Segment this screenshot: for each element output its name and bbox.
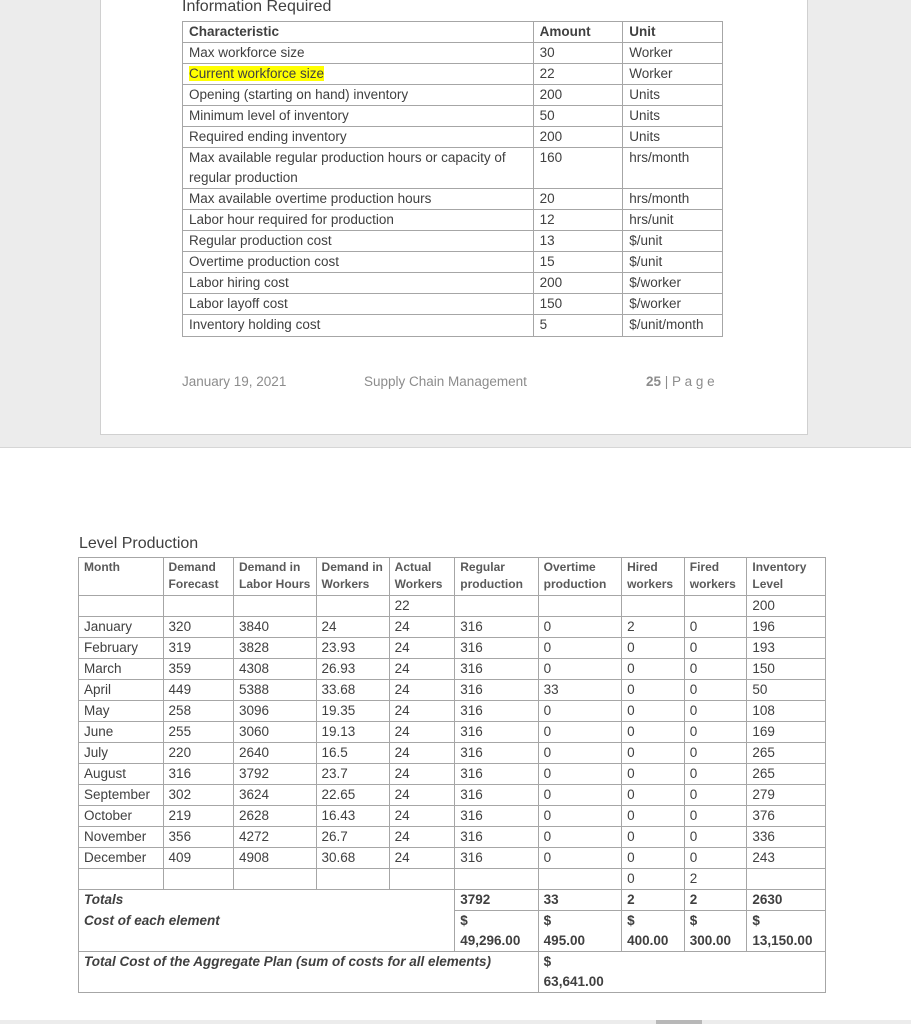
lvl-header-row	[79, 558, 826, 596]
row-unit: $/unit/month	[623, 315, 723, 337]
cost-row	[79, 911, 826, 952]
cell-demand-workers: 16.43	[316, 806, 389, 827]
level-production-heading: Level Production	[79, 535, 199, 552]
cell-actual-workers: 24	[389, 806, 455, 827]
cell-demand-forecast: 449	[163, 680, 233, 701]
table-row	[183, 189, 723, 210]
cell-hired-workers: 0	[622, 827, 685, 848]
cell-regular-production: 316	[455, 806, 538, 827]
totals-regular: 3792	[455, 890, 538, 911]
cell-demand-workers: 24	[316, 617, 389, 638]
row-characteristic: Max workforce size	[183, 43, 534, 64]
cell-inventory-level: 279	[747, 785, 826, 806]
table-row	[183, 85, 723, 106]
cell-month: September	[79, 785, 164, 806]
header-demand-forecast: Demand Forecast	[163, 558, 233, 596]
cell-actual-workers: 24	[389, 827, 455, 848]
cell-fired-workers: 0	[684, 638, 747, 659]
totals-fired: 2	[684, 890, 747, 911]
cell-demand-workers: 23.93	[316, 638, 389, 659]
cell-inventory-level: 336	[747, 827, 826, 848]
row-characteristic: Overtime production cost	[183, 252, 534, 273]
cell-inventory-level: 108	[747, 701, 826, 722]
total-cost-row	[79, 952, 826, 993]
cell-inventory-level: 50	[747, 680, 826, 701]
row-amount: 15	[533, 252, 623, 273]
scroll-indicator[interactable]	[656, 1020, 702, 1024]
cell-actual-workers: 24	[389, 722, 455, 743]
footer-date: January 19, 2021	[182, 374, 287, 389]
cell-fired-workers: 0	[684, 827, 747, 848]
row-characteristic	[183, 64, 534, 85]
cell-actual-workers: 24	[389, 638, 455, 659]
cell-hired-workers: 0	[622, 638, 685, 659]
cost-fired: $ 300.00	[684, 911, 747, 952]
cell-demand-forecast: 220	[163, 743, 233, 764]
cell-demand-forecast: 255	[163, 722, 233, 743]
table-row	[79, 785, 826, 806]
cell-inventory-level: 265	[747, 743, 826, 764]
cell-inventory-level: 150	[747, 659, 826, 680]
cell-demand-labor-hours: 5388	[233, 680, 316, 701]
cell-hired-workers: 0	[622, 764, 685, 785]
row-amount: 20	[533, 189, 623, 210]
cell-overtime-production: 0	[538, 638, 621, 659]
cell-demand-labor-hours: 3624	[233, 785, 316, 806]
footer-page-number	[646, 374, 715, 389]
cell-demand-forecast: 316	[163, 764, 233, 785]
cost-label: Cost of each element	[79, 911, 455, 952]
info-heading: Information Required	[182, 0, 332, 15]
row-unit: Worker	[623, 64, 723, 85]
header-demand-workers: Demand in Workers	[316, 558, 389, 596]
table-row	[79, 659, 826, 680]
table-row	[183, 106, 723, 127]
end-hired: 0	[622, 869, 685, 890]
cell-fired-workers: 0	[684, 617, 747, 638]
cell-inventory-level: 169	[747, 722, 826, 743]
row-unit: $/worker	[623, 294, 723, 315]
cell-fired-workers: 0	[684, 680, 747, 701]
table-row	[183, 231, 723, 252]
header-fired-workers: Fired workers	[684, 558, 747, 596]
table-row	[79, 722, 826, 743]
header-inventory-level: Inventory Level	[747, 558, 826, 596]
cell-actual-workers: 24	[389, 743, 455, 764]
cell-actual-workers: 24	[389, 617, 455, 638]
cell-regular-production: 316	[455, 617, 538, 638]
cost-regular: $ 49,296.00	[455, 911, 538, 952]
cell-overtime-production: 0	[538, 806, 621, 827]
cell-hired-workers: 0	[622, 743, 685, 764]
totals-overtime: 33	[538, 890, 621, 911]
row-characteristic: Max available regular production hours or capacity of regular production	[183, 148, 534, 189]
cell-regular-production: 316	[455, 680, 538, 701]
cell-overtime-production: 0	[538, 722, 621, 743]
cell-month: April	[79, 680, 164, 701]
cell-actual-workers: 24	[389, 785, 455, 806]
cell-demand-workers: 26.7	[316, 827, 389, 848]
level-production-table	[78, 557, 826, 993]
cell-regular-production: 316	[455, 848, 538, 869]
initial-inventory: 200	[747, 596, 826, 617]
cell-regular-production: 316	[455, 659, 538, 680]
row-amount: 50	[533, 106, 623, 127]
cell-regular-production: 316	[455, 701, 538, 722]
table-row	[79, 764, 826, 785]
cell-fired-workers: 0	[684, 764, 747, 785]
cell-actual-workers: 24	[389, 680, 455, 701]
cell-fired-workers: 0	[684, 785, 747, 806]
row-amount: 13	[533, 231, 623, 252]
cell-inventory-level: 265	[747, 764, 826, 785]
cell-demand-labor-hours: 2640	[233, 743, 316, 764]
cell-inventory-level: 376	[747, 806, 826, 827]
table-row	[79, 827, 826, 848]
cell-hired-workers: 0	[622, 722, 685, 743]
cell-demand-labor-hours: 3828	[233, 638, 316, 659]
row-unit: Units	[623, 106, 723, 127]
table-row	[183, 210, 723, 231]
cell-regular-production: 316	[455, 827, 538, 848]
table-row	[79, 638, 826, 659]
row-characteristic: Required ending inventory	[183, 127, 534, 148]
cell-month: August	[79, 764, 164, 785]
row-characteristic: Labor hiring cost	[183, 273, 534, 294]
cell-month: July	[79, 743, 164, 764]
cell-demand-workers: 16.5	[316, 743, 389, 764]
cost-overtime: $ 495.00	[538, 911, 621, 952]
row-characteristic: Minimum level of inventory	[183, 106, 534, 127]
cell-demand-forecast: 319	[163, 638, 233, 659]
table-row	[183, 315, 723, 337]
table-row	[183, 148, 723, 189]
header-actual-workers: Actual Workers	[389, 558, 455, 596]
cell-overtime-production: 0	[538, 848, 621, 869]
cell-inventory-level: 196	[747, 617, 826, 638]
cell-fired-workers: 0	[684, 722, 747, 743]
row-unit: $/unit	[623, 252, 723, 273]
cell-demand-forecast: 409	[163, 848, 233, 869]
cell-month: October	[79, 806, 164, 827]
cell-fired-workers: 0	[684, 806, 747, 827]
cell-overtime-production: 0	[538, 659, 621, 680]
cell-overtime-production: 0	[538, 785, 621, 806]
cell-hired-workers: 0	[622, 680, 685, 701]
cell-demand-forecast: 258	[163, 701, 233, 722]
table-row	[79, 848, 826, 869]
table-row	[79, 680, 826, 701]
table-row	[183, 127, 723, 148]
header-regular-production: Regular production	[455, 558, 538, 596]
cell-actual-workers: 24	[389, 848, 455, 869]
cell-hired-workers: 0	[622, 659, 685, 680]
header-overtime-production: Overtime production	[538, 558, 621, 596]
row-amount: 200	[533, 85, 623, 106]
row-amount: 12	[533, 210, 623, 231]
page-separator	[0, 1020, 911, 1024]
cell-demand-forecast: 356	[163, 827, 233, 848]
page-number: 25	[646, 374, 662, 389]
cell-regular-production: 316	[455, 743, 538, 764]
cell-demand-labor-hours: 3096	[233, 701, 316, 722]
row-unit: $/unit	[623, 231, 723, 252]
page-label: | P a g e	[664, 374, 715, 389]
cell-month: March	[79, 659, 164, 680]
cell-overtime-production: 0	[538, 743, 621, 764]
highlighted-text: Current workforce size	[189, 66, 325, 81]
cell-overtime-production: 0	[538, 827, 621, 848]
cost-hired: $ 400.00	[622, 911, 685, 952]
header-unit: Unit	[623, 22, 723, 43]
cell-demand-labor-hours: 4308	[233, 659, 316, 680]
end-row	[79, 869, 826, 890]
cell-month: December	[79, 848, 164, 869]
cell-fired-workers: 0	[684, 659, 747, 680]
row-amount: 22	[533, 64, 623, 85]
footer-title: Supply Chain Management	[364, 374, 527, 389]
row-characteristic: Opening (starting on hand) inventory	[183, 85, 534, 106]
row-characteristic: Max available overtime production hours	[183, 189, 534, 210]
row-amount: 5	[533, 315, 623, 337]
cell-regular-production: 316	[455, 722, 538, 743]
cell-demand-forecast: 320	[163, 617, 233, 638]
cell-inventory-level: 193	[747, 638, 826, 659]
cell-demand-workers: 30.68	[316, 848, 389, 869]
cell-demand-labor-hours: 3840	[233, 617, 316, 638]
end-fired: 2	[684, 869, 747, 890]
cell-demand-forecast: 302	[163, 785, 233, 806]
row-unit: hrs/month	[623, 148, 723, 189]
cell-actual-workers: 24	[389, 701, 455, 722]
cell-month: January	[79, 617, 164, 638]
cell-demand-labor-hours: 3792	[233, 764, 316, 785]
initial-row	[79, 596, 826, 617]
header-demand-labor-hours: Demand in Labor Hours	[233, 558, 316, 596]
table-row	[79, 617, 826, 638]
cell-month: May	[79, 701, 164, 722]
cell-overtime-production: 0	[538, 701, 621, 722]
row-characteristic: Labor hour required for production	[183, 210, 534, 231]
cell-regular-production: 316	[455, 638, 538, 659]
cell-demand-workers: 26.93	[316, 659, 389, 680]
cell-demand-labor-hours: 3060	[233, 722, 316, 743]
month-rows	[79, 617, 826, 869]
initial-actual-workers: 22	[389, 596, 455, 617]
cell-demand-workers: 19.35	[316, 701, 389, 722]
total-cost-value: $ 63,641.00	[538, 952, 825, 993]
info-table	[182, 21, 723, 337]
table-row	[183, 64, 723, 85]
cost-inventory: $ 13,150.00	[747, 911, 826, 952]
cell-demand-workers: 19.13	[316, 722, 389, 743]
row-amount: 30	[533, 43, 623, 64]
cell-overtime-production: 0	[538, 617, 621, 638]
cell-month: June	[79, 722, 164, 743]
cell-month: November	[79, 827, 164, 848]
cell-overtime-production: 0	[538, 764, 621, 785]
row-unit: $/worker	[623, 273, 723, 294]
cell-demand-labor-hours: 2628	[233, 806, 316, 827]
cell-actual-workers: 24	[389, 659, 455, 680]
row-characteristic: Labor layoff cost	[183, 294, 534, 315]
row-amount: 200	[533, 127, 623, 148]
info-header-row	[183, 22, 723, 43]
total-cost-label: Total Cost of the Aggregate Plan (sum of costs for all elements)	[79, 952, 539, 993]
cell-demand-workers: 22.65	[316, 785, 389, 806]
cell-overtime-production: 33	[538, 680, 621, 701]
row-unit: hrs/unit	[623, 210, 723, 231]
row-characteristic: Regular production cost	[183, 231, 534, 252]
table-row	[183, 273, 723, 294]
table-row	[183, 294, 723, 315]
row-amount: 150	[533, 294, 623, 315]
header-amount: Amount	[533, 22, 623, 43]
row-unit: Units	[623, 127, 723, 148]
totals-hired: 2	[622, 890, 685, 911]
cell-hired-workers: 2	[622, 617, 685, 638]
row-unit: Units	[623, 85, 723, 106]
row-unit: Worker	[623, 43, 723, 64]
cell-hired-workers: 0	[622, 785, 685, 806]
totals-label: Totals	[79, 890, 455, 911]
table-row	[183, 252, 723, 273]
cell-regular-production: 316	[455, 785, 538, 806]
row-unit: hrs/month	[623, 189, 723, 210]
cell-demand-workers: 33.68	[316, 680, 389, 701]
cell-demand-forecast: 359	[163, 659, 233, 680]
header-month: Month	[79, 558, 164, 596]
table-row	[183, 43, 723, 64]
cell-actual-workers: 24	[389, 764, 455, 785]
row-amount: 160	[533, 148, 623, 189]
row-amount: 200	[533, 273, 623, 294]
table-row	[79, 743, 826, 764]
cell-demand-labor-hours: 4908	[233, 848, 316, 869]
totals-inventory: 2630	[747, 890, 826, 911]
cell-fired-workers: 0	[684, 743, 747, 764]
cell-hired-workers: 0	[622, 848, 685, 869]
totals-row	[79, 890, 826, 911]
table-row	[79, 701, 826, 722]
header-hired-workers: Hired workers	[622, 558, 685, 596]
cell-hired-workers: 0	[622, 806, 685, 827]
cell-inventory-level: 243	[747, 848, 826, 869]
cell-regular-production: 316	[455, 764, 538, 785]
cell-demand-forecast: 219	[163, 806, 233, 827]
cell-demand-labor-hours: 4272	[233, 827, 316, 848]
cell-month: February	[79, 638, 164, 659]
cell-demand-workers: 23.7	[316, 764, 389, 785]
cell-fired-workers: 0	[684, 848, 747, 869]
cell-fired-workers: 0	[684, 701, 747, 722]
cell-hired-workers: 0	[622, 701, 685, 722]
row-characteristic: Inventory holding cost	[183, 315, 534, 337]
table-row	[79, 806, 826, 827]
header-characteristic: Characteristic	[183, 22, 534, 43]
